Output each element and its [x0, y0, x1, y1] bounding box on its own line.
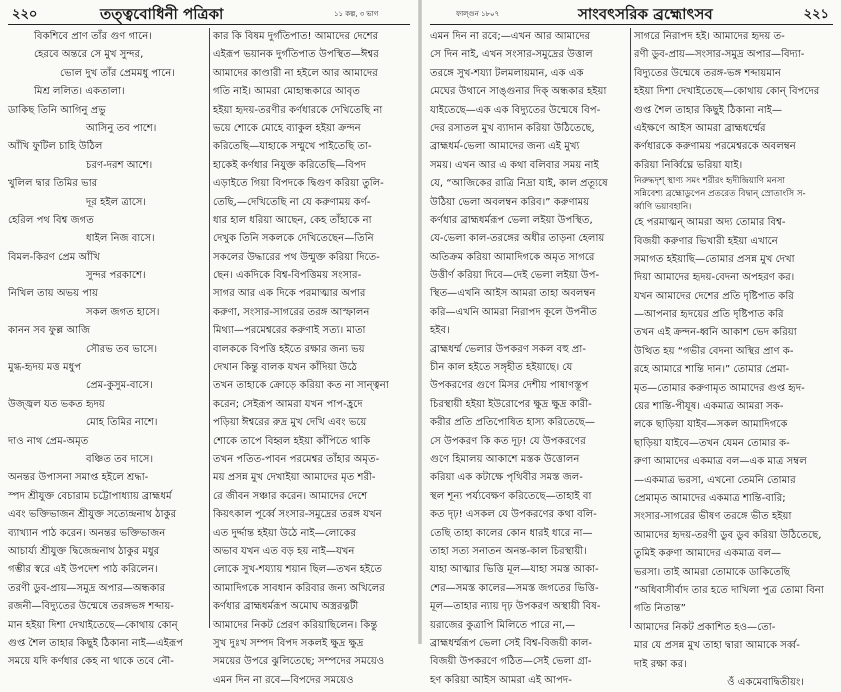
text-line: ব্রাহ্মধর্ম্ম ভেলার উপকরণ সকল বহু প্রা- [430, 343, 586, 355]
left-page-issue: ১১ কল্প, ৩ ভাগ [334, 10, 379, 18]
text-line: এড়াইতে গিয়া বিপদকে দ্বিগুণ করিয়া তুলি- [213, 178, 384, 190]
text-line: ময় প্রসন্ন মুখ দেখাইয়া আমাদের মৃত শরী- [213, 472, 376, 484]
text-line: আমাদের নিকট প্রকাশিত হও—তো- [634, 621, 776, 633]
left-page-header [8, 2, 410, 25]
right-page [422, 0, 841, 688]
verse-line: ডাকিছ তিনি আগিনু প্রভু [8, 104, 106, 116]
text-line: গতি নাই। আমরা মোহান্ধকারে আবৃত [213, 86, 360, 98]
text-line: ব্যাখ্যান পাঠ করেন। অনন্তর ভক্তিভাজন [8, 527, 166, 539]
text-line: তেছি তাহা কালের কোন ধারই ধারে না— [430, 527, 593, 539]
verse-line: কানন সব ফুল্ল আজি [8, 325, 91, 337]
text-line: হইয়া হৃদয়-তরণীর কর্ণধারকে দেখিতেছি না [213, 104, 383, 116]
verse-line: প্রেম-কুসুম-বাসে। [86, 380, 153, 392]
text-line: কর্ণধার ব্রাহ্মধর্মরূপ ভেলা লইয়া উপস্থিত, [430, 214, 593, 226]
verse-line: ধাইল নিজ বাসে। [86, 233, 155, 245]
text-line: লোকে সুখ-শয্যায় শয়ান ছিল—তখন হইতে [213, 564, 382, 576]
text-line: “অধিবাসীর্বাদ তার হতে দাখিলা পুত্র তোমা বিনা [634, 584, 824, 596]
text-line: দিয়া আমাদের হৃদয়-বেদনা অপহরণ কর। [634, 272, 795, 284]
verse-line: আঁখি ফুটিল চাহি উঠিল [8, 141, 103, 153]
text-line: স্পদ শ্রীযুক্ত বেচারাম চট্টোপাধ্যায় ব্রাহ্মধর্ম [8, 490, 172, 502]
text-line: সংসার-সাগরের ভীষণ তরঙ্গে ভীত হইয়া [634, 511, 792, 523]
text-line: মিথ্যা—পরমেশ্বরের করুণাই সত্য। মাতা [213, 325, 366, 337]
quote-line: র্ব্বাণি ভয়াবহানি। [634, 202, 692, 213]
text-line: উত্তীর্ণ করিয়া দিবে—দেই ভেলা লইয়া উপ- [430, 270, 600, 282]
text-line: কার কি বিষম দুর্গতিপাত! আমাদের দেশের [213, 31, 379, 42]
text-line: করীর প্রতি প্রতিপোষিত হাস্য করিতেছে— [430, 417, 595, 429]
quote-line: নিরুদ্ধদৃশ্ স্থাণ্য সমং শরীরং হৃদীন্দ্রিয়াণি মনসা [634, 176, 785, 187]
text-line: বিজয়ী করুণার ভিখারী হইয়া এখানে [634, 235, 778, 247]
text-line: য়রাজের কুত্রাপি মিলিতে পারে না,— [430, 619, 576, 631]
text-line: মেঘের উথানে সাঙ্গুনার দিক্ অন্ধকার হইয়া [430, 86, 607, 98]
text-line: ভয়ে শোকে মোহে ব্যাকুল হইয়া ক্রন্দন [213, 122, 361, 134]
text-line: হে পরমাত্মন্ আমরা অদ্য তোমার বিশ্ব- [634, 217, 786, 229]
text-line: ধার হাল ধরিয়া আছেন, কেহ তাঁহাকে না [213, 214, 372, 226]
text-line: করিয়া নির্ব্বিঘ্নে ভরিয়া যাই। [634, 159, 743, 171]
right-column-2 [634, 28, 834, 688]
verse-line: সকল জগত হাসে। [86, 306, 160, 318]
text-line: ছেন। একদিকে বিশ্ব-বিপত্তিময় সংসার- [213, 270, 362, 282]
text-line: সাগরে নিরাপদ হই। আমাদের হৃদয় ত- [634, 31, 785, 42]
text-line: তখন তাহাকে ক্রোড়ে করিয়া কত না সান্ত্বনা [213, 380, 389, 392]
text-line: অতিক্রম করিয়া আমাদিগকে অমৃত সাগরে [430, 251, 595, 263]
text-line: আমাদের নিকট প্রেরণ করিয়াছিলেন। কিন্তু [213, 619, 378, 631]
text-line: হইব। [430, 325, 450, 337]
text-line: হণ করিয়া আইস আমরা এই আপদ- [430, 674, 572, 686]
text-line: মূল—তাহার ন্যায় দৃঢ় উপকরণ অস্থায়ী বিষ- [430, 601, 601, 613]
right-column-1 [430, 28, 626, 686]
text-line: লকে ছাড়িয়া যাইব—সকল আমাদিগকে [634, 419, 788, 431]
verse-line: মুগ্ধ-হৃদয় মত্ত মধুপ [8, 362, 82, 374]
text-line: দেখান কিন্তু বালক যখন কাঁদিয়া উঠে [213, 362, 357, 374]
text-line: সাগর আর এক দিকে পরমাত্মার অপার [213, 288, 366, 300]
text-line: য়ের শান্তি-পীযূষ। একমাত্র আমরা সক- [634, 401, 784, 413]
text-line: রুণা আমাদের একমাত্র বল—এক মাত্র সম্বল [634, 456, 807, 468]
text-line: এমন দিন না রবে;—এখন আর আমাদের [430, 31, 591, 42]
text-line: সমাগত হইয়াছি—তোমার প্রসন্ন মুখ দেখা [634, 253, 795, 265]
left-column-1 [8, 28, 206, 668]
right-page-number: ২২১ [803, 7, 829, 22]
verse-line: হেরবে অন্তরে সে মুখ সুন্দর, [34, 49, 144, 61]
text-line: রহে আমারে শান্তি দান।” তোমার প্রেমা- [634, 364, 790, 376]
verse-line: দূর হইল ত্রাসে। [86, 196, 147, 208]
verse-line: সুন্দর পরকাশে। [86, 270, 146, 282]
text-line: উঠিয়া ভেলা অবলম্বন করিব।” করুণাময় [430, 196, 590, 208]
text-line: করুণা, সংসার-সাগরের তরঙ্গ আস্ফালন [213, 306, 370, 318]
text-line: স্থল শূন্য পর্য্যবেক্ষণ করিতেছে—তাহাই বা [430, 490, 592, 502]
text-line: তখন পতিত-পাবন পরমেশ্বর তাঁহার অমৃত- [213, 453, 380, 465]
text-line: গম্ভীর স্বরে এই উপদেশ পাঠ করিলেন। [8, 564, 158, 576]
text-line: গুণে হিমালয় আকাশে মস্তক উত্তোলন [430, 453, 580, 465]
text-line: ছাড়িয়া যাইবে—তখন যেমন তোমার ক- [634, 437, 790, 449]
quote-line: সন্নিবেশ্য ব্রহ্মোডুপেন প্রতরেত বিদ্বান্ স্রোতাংসি স- [634, 189, 806, 200]
text-line: দের রসাতল মুখ ব্যাদান করিয়া উঠিতেছে, [430, 122, 595, 134]
text-line: গতি নিতান্ত” [634, 603, 686, 615]
text-line: আমাদিগকে সাবধান করিবার জন্য অখিলের [213, 582, 385, 594]
text-line: সময়ে যদি কর্ণধার কেহ না থাকে তবে নৌ- [8, 656, 174, 668]
text-line: তরঙ্গে সুখ-শয্যা টলমলায়মান, এক এক [430, 67, 584, 79]
sanskrit-quote [634, 175, 834, 214]
text-line: বালককে বিপত্তি হইতে রক্ষার জন্য ভয় [213, 343, 365, 355]
left-page-number: ২২০ [12, 7, 38, 22]
text-line: করিতেছি—যাহাকে সম্মুখে পাইতেছি তা- [213, 141, 372, 153]
text-line: এমন দিন না রবে—বিপদের সময়েও [213, 674, 354, 686]
text-line: স্থিত—এখনি আইস আমরা তাহা অবলম্বন [430, 288, 596, 300]
text-line: সে দিন নাই, এখন সংসার-সমুদ্রের উত্তাল [430, 49, 593, 61]
text-line: তাহা সত্য সনাতন অনন্ত-কাল চিরস্থায়ী। [430, 545, 587, 557]
text-line: হাকেই কর্ণধার নিযুক্ত করিতেছি—বিপদ [213, 159, 366, 171]
verse-line: বিমল-কিরণ প্রেম আঁখি [8, 251, 100, 263]
text-line: করেন; সেইরূপ আমরা যখন পাপ-হ্রদে [213, 398, 363, 410]
text-line: এত দুর্দ্দান্ত হইয়া উঠে নাই—লোকের [213, 527, 356, 539]
left-column-2 [213, 28, 413, 686]
text-line: উত্থিত হয় “গভীর বেদনা অস্থির প্রাণ ক- [634, 345, 794, 357]
text-line: চিরস্থায়ী হইয়া ইউরোপের ক্ষুদ্র ক্ষুদ্র কারী- [430, 398, 592, 410]
right-page-issue: ফাল্গুন ১৮০৭ [456, 10, 500, 18]
verse-line: হেরিল পথ বিশ্ব জগত [8, 214, 94, 226]
verse-line: মিশ্র ললিত। একতালা। [34, 86, 125, 98]
text-line: যখন আমাদের দেশের প্রতি দৃষ্টিপাত করি [634, 290, 794, 302]
right-page-title: সাংবৎসরিক ব্রহ্মোৎসব [578, 5, 713, 23]
text-line: করি—এখনি আমরা নিরাপদ কূলে উপনীত [430, 306, 597, 318]
text-line: বিদ্যুতের উন্মেষে তরঙ্গ-ভঙ্গ শব্দায়মান [634, 67, 781, 79]
right-page-header [430, 2, 833, 25]
text-line: আমাদের কাণ্ডারী না হইলে আর আমাদের [213, 67, 378, 79]
text-line: সকলের উদ্ধারের পথ উন্মুক্ত করিয়া দিতে- [213, 251, 380, 263]
text-line: চীন কাল হইতে সঙ্গৃহীত হইয়াছে। যে [430, 362, 573, 374]
text-line: যাহা আত্মার ভিত্তি মূল—যাহা সমস্ত আকা- [430, 564, 599, 576]
left-page [0, 0, 418, 686]
text-line: সুখ দুঃখ সম্পদ বিপদ সকলই ক্ষুদ্র ক্ষুদ্র [213, 637, 364, 649]
text-line: তুমিই করুণা আমাদের একমাত্র বল— [634, 548, 782, 560]
text-line: আমাদের হৃদয়-তরণী ডুব ডুব করিয়া উঠিতেছে, [634, 529, 822, 541]
text-line: সময়ের উপরে ঝুলিতেছে; সম্পদের সময়েও [213, 656, 385, 668]
text-line: কর্ণধারকে করুণাময় পরমেশ্বরকে অবলম্বন [634, 141, 796, 153]
verse-line: সৌরভ তব ভাসে। [86, 343, 158, 355]
text-line: যে, “আজিকের রাত্রি নিদ্রা যাই, কাল প্রত্যূষে [430, 178, 608, 190]
verse-line: নিখিল তায় অভয় পায় [8, 288, 98, 300]
text-line: তেছি,—দেখিতেছি না যে করুণাময় কর্ণ- [213, 196, 371, 208]
text-line: —একমাত্র ভরসা, এখনো তেমনি তোমার [634, 474, 796, 486]
verse-line: বঞ্চিত তব দাসে। [86, 453, 154, 465]
text-line: —আপনার হৃদয়ের প্রতি দৃষ্টিপাত করি [634, 309, 784, 321]
text-line: যে-ভেলা কাল-তরঙ্গের অধীর তাড়না হেলায় [430, 233, 605, 245]
text-line: রজনী—বিদ্যুতের উন্মেষে তরঙ্গভঙ্গ শব্দায়- [8, 601, 174, 613]
text-line: প্রেমামৃত আমাদের একমাত্র শান্তি-বারি; [634, 492, 786, 504]
text-line: অভাব যখন এত বড় হয় নাই—যখন [213, 545, 355, 557]
text-line: দাই রক্ষা কর। [634, 658, 687, 670]
text-line: ব্রাহ্মধর্ম-ভেলা আমাদের জন্য এই মুখ্য [430, 141, 580, 153]
text-line: এইরূপ ভয়ানক দুর্গতিপাত উপস্থিত—ঈশ্বর [213, 49, 379, 61]
text-line: গুপ্ত শৈল তাহার কিছুই ঠিকানা নাই—এইরূপ [8, 637, 184, 649]
text-line: হইয়া দিশা দেখাইতেছে—কোথায় কোন্ বিপদের [634, 86, 820, 98]
text-line: সময়। এখন আর এ কথা বলিবার সময় নাই [430, 159, 599, 171]
text-line: দেখুক তিনি সকলকে দেখিতেছেন—তিনি [213, 233, 374, 245]
right-column-divider [630, 28, 631, 628]
text-line: গুপ্ত শৈল তাহার কিছুই ঠিকানা নাই— [634, 104, 782, 116]
text-line: মৃত—তোমার করুণামৃত আমাদের গুপ্ত হৃদ- [634, 382, 805, 394]
text-line: রণী ডুব-প্রায়—সংসার-সমুদ্র অপার—বিদ্যা- [634, 49, 805, 61]
verse-line: আসিনু তব পাশে। [86, 122, 157, 134]
text-line: কিয়ৎকাল পূর্ব্বে সংসার-সমুদ্রের তরঙ্গ যখন [213, 509, 382, 521]
left-column-divider [209, 28, 210, 628]
text-line: অনন্তর উপাসনা সমাপ্ত হইলে শ্রদ্ধা- [8, 472, 149, 484]
verse-line: খুলিল দ্বার তিমির ভার [8, 178, 98, 190]
text-line: মান হইয়া দিশা দেখাইতেছে—কোথায় কোন্ [8, 619, 178, 631]
verse-line: বিকশিবে প্রাণ তাঁর গুণ গানে। [34, 31, 152, 42]
text-line: ব্রাহ্মধর্ম্মরূপ ভেলা সেই বিশ্ব-বিজয়ী কাল- [430, 637, 593, 649]
text-line: এবং ভক্তিভাজন শ্রীযুক্ত সত্যেন্দ্রনাথ ঠাকুর [8, 509, 177, 521]
left-page-title: তত্ত্ববোধিনী পত্রিকা [100, 5, 224, 23]
text-line: তখন এই ক্রন্দন-ধ্বনি আকাশ ভেদ করিয়া [634, 327, 797, 339]
text-line: রে জীবন সঞ্চার করেন। আমাদের দেশে [213, 490, 368, 502]
text-line: সে উপকরণ কি কত দূঢ়! যে উপকরণের [430, 435, 586, 447]
text-line: আচার্য্য শ্রীযুক্ত দ্বিজেন্দ্রনাথ ঠাকুর মধুর [8, 545, 160, 557]
text-line: কত দৃঢ়! এসকল যে উপকরণের কথা বলি- [430, 509, 597, 521]
text-line: যাইতেছে—এক এক বিদ্যুতের উন্মেষে বিপ- [430, 104, 601, 116]
text-line: শোকে তাপে বিহ্বল হইয়া কাঁপিতে থাকি [213, 435, 371, 447]
text-line: ভরসা। তাই আমরা তোমাকে ডাকিতেছি [634, 566, 790, 578]
text-line: শের—সমস্ত কালের—সমস্ত জগতের ভিত্তি- [430, 582, 599, 594]
verse-line: উজ্জ্বল যত ভকত হৃদয় [8, 398, 105, 410]
text-line: মার যে প্রসন্ন মুখ তাহা দ্বারা আমাকে সর্ব্ব- [634, 640, 800, 652]
closing-invocation: ওঁ একমেবাদ্বিতীয়ং। [727, 676, 804, 688]
verse-line: মোহ তিমির নাশে। [86, 417, 158, 429]
text-line: উপকরণের গুণে মিসর দেশীয় পাষাণস্তূপ [430, 380, 589, 392]
text-line: বিজয়ী উপকরণে গঠিত—সেই ভেলা গ্রা- [430, 656, 592, 668]
verse-line: চরণ-দরশ আশে। [86, 159, 153, 171]
verse-line: ভোল দুখ তাঁর প্রেমমধু পানে। [60, 67, 175, 79]
text-line: পড়িয়া ঈশ্বরের রুদ্র মুখ দেখি এবং ভয়ে [213, 417, 367, 429]
text-line: এইক্ষণে আইস আমরা ব্রাহ্মধর্ম্মের [634, 122, 766, 134]
text-line: কর্ণধার ব্রাহ্মধর্মরূপ অমোঘ অস্ত্ররত্নটী [213, 601, 359, 613]
verse-line: দাও নাথ প্রেম-অমৃত [8, 435, 89, 447]
text-line: তরণী ডুব-প্রায়—সমুদ্র অপার—অন্ধকার [8, 582, 166, 594]
text-line: করিয়া এক কটাক্ষে পৃথিবীর সমস্ত জল- [430, 472, 583, 484]
